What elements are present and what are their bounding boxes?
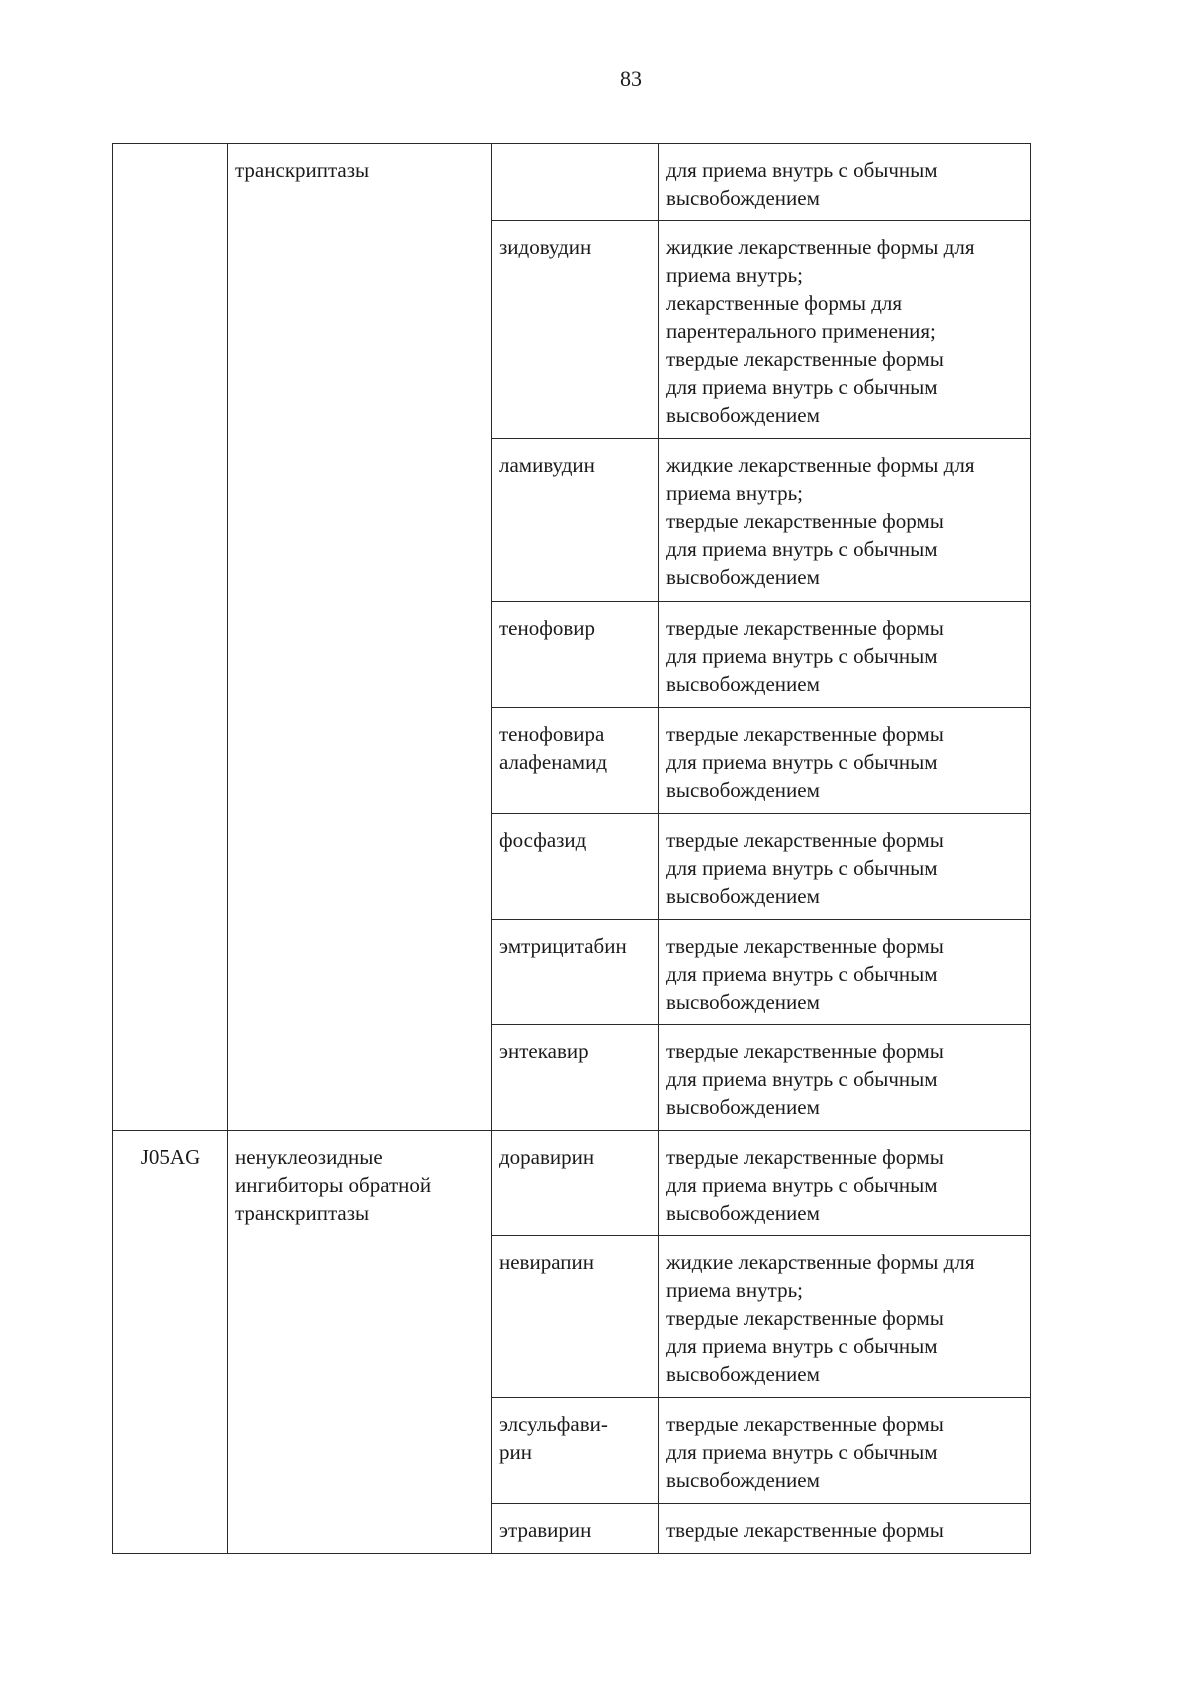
drug-name-cell: тенофовира алафенамид bbox=[492, 708, 659, 814]
drug-name-cell: фосфазид bbox=[492, 814, 659, 920]
drug-name-cell: энтекавир bbox=[492, 1025, 659, 1131]
dosage-forms-cell: твердые лекарственные формы для приема внутрь с обычным высвобождением bbox=[659, 1131, 1031, 1236]
dosage-forms-cell: для приема внутрь с обычным высвобождением bbox=[659, 144, 1031, 221]
group-name-cell: ненуклеозидные ингибиторы обратной транскриптазы bbox=[228, 1131, 492, 1554]
drug-name-cell: невирапин bbox=[492, 1236, 659, 1398]
table-row bbox=[113, 1131, 1031, 1236]
atc-code-cell bbox=[113, 144, 228, 1131]
dosage-forms-cell: жидкие лекарственные формы для приема внутрь; твердые лекарственные формы для приема внутрь с обычным высвобождением bbox=[659, 439, 1031, 602]
dosage-forms-cell: твердые лекарственные формы для приема внутрь с обычным высвобождением bbox=[659, 602, 1031, 708]
dosage-forms-cell: жидкие лекарственные формы для приема внутрь; твердые лекарственные формы для приема внутрь с обычным высвобождением bbox=[659, 1236, 1031, 1398]
drug-name-cell: этравирин bbox=[492, 1504, 659, 1554]
group-name-cell: транскриптазы bbox=[228, 144, 492, 1131]
dosage-forms-cell: жидкие лекарственные формы для приема внутрь; лекарственные формы для парентерального применения; твердые лекарственные формы для приема внутрь с обычным высвобождением bbox=[659, 221, 1031, 439]
drug-table bbox=[112, 143, 1031, 1554]
drug-name-cell: ламивудин bbox=[492, 439, 659, 602]
drug-name-cell: эмтрицитабин bbox=[492, 920, 659, 1025]
page-number: 83 bbox=[620, 66, 642, 91]
dosage-forms-cell: твердые лекарственные формы для приема внутрь с обычным высвобождением bbox=[659, 814, 1031, 920]
atc-code-cell: J05AG bbox=[113, 1131, 228, 1554]
dosage-forms-cell: твердые лекарственные формы для приема внутрь с обычным высвобождением bbox=[659, 708, 1031, 814]
drug-name-cell bbox=[492, 144, 659, 221]
drug-name-cell: доравирин bbox=[492, 1131, 659, 1236]
dosage-forms-cell: твердые лекарственные формы bbox=[659, 1504, 1031, 1554]
drug-name-cell: элсульфави- рин bbox=[492, 1398, 659, 1504]
dosage-forms-cell: твердые лекарственные формы для приема внутрь с обычным высвобождением bbox=[659, 920, 1031, 1025]
table-row bbox=[113, 144, 1031, 221]
dosage-forms-cell: твердые лекарственные формы для приема внутрь с обычным высвобождением bbox=[659, 1398, 1031, 1504]
drug-name-cell: тенофовир bbox=[492, 602, 659, 708]
dosage-forms-cell: твердые лекарственные формы для приема внутрь с обычным высвобождением bbox=[659, 1025, 1031, 1131]
drug-name-cell: зидовудин bbox=[492, 221, 659, 439]
